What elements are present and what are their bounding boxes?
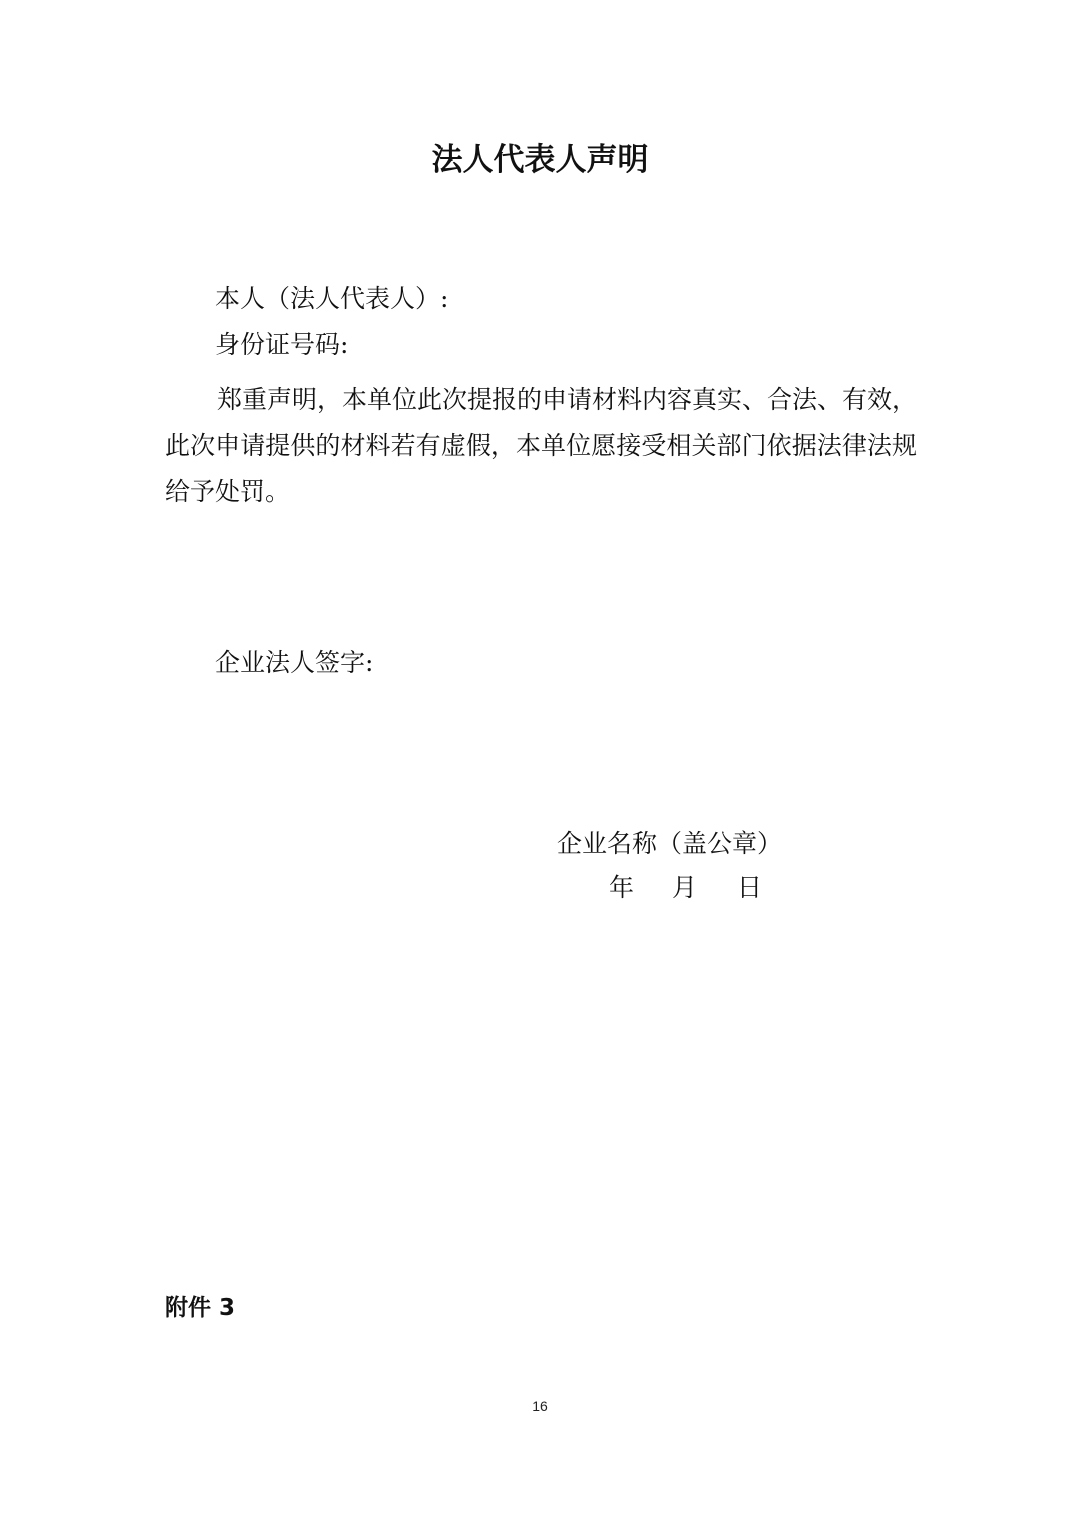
representative-line: 本人（法人代表人）:: [215, 284, 449, 313]
attachment-label: 附件 3: [165, 1295, 236, 1321]
document-title: 法人代表人声明: [431, 142, 649, 178]
page-number: 16: [532, 1398, 548, 1414]
signature-line: 企业法人签字:: [215, 648, 374, 677]
date-day: 日: [737, 873, 763, 902]
id-number-line: 身份证号码:: [215, 330, 349, 359]
date-month: 月: [672, 873, 698, 902]
date-year: 年: [609, 873, 635, 902]
company-name-line: 企业名称（盖公章）: [557, 829, 783, 858]
declaration-paragraph: 郑重声明，本单位此次提报的申请材料内容真实、合法、有效，此次申请提供的材料若有虚假，本单位愿接受相关部门依据法律法规给予处罚。: [165, 385, 918, 506]
